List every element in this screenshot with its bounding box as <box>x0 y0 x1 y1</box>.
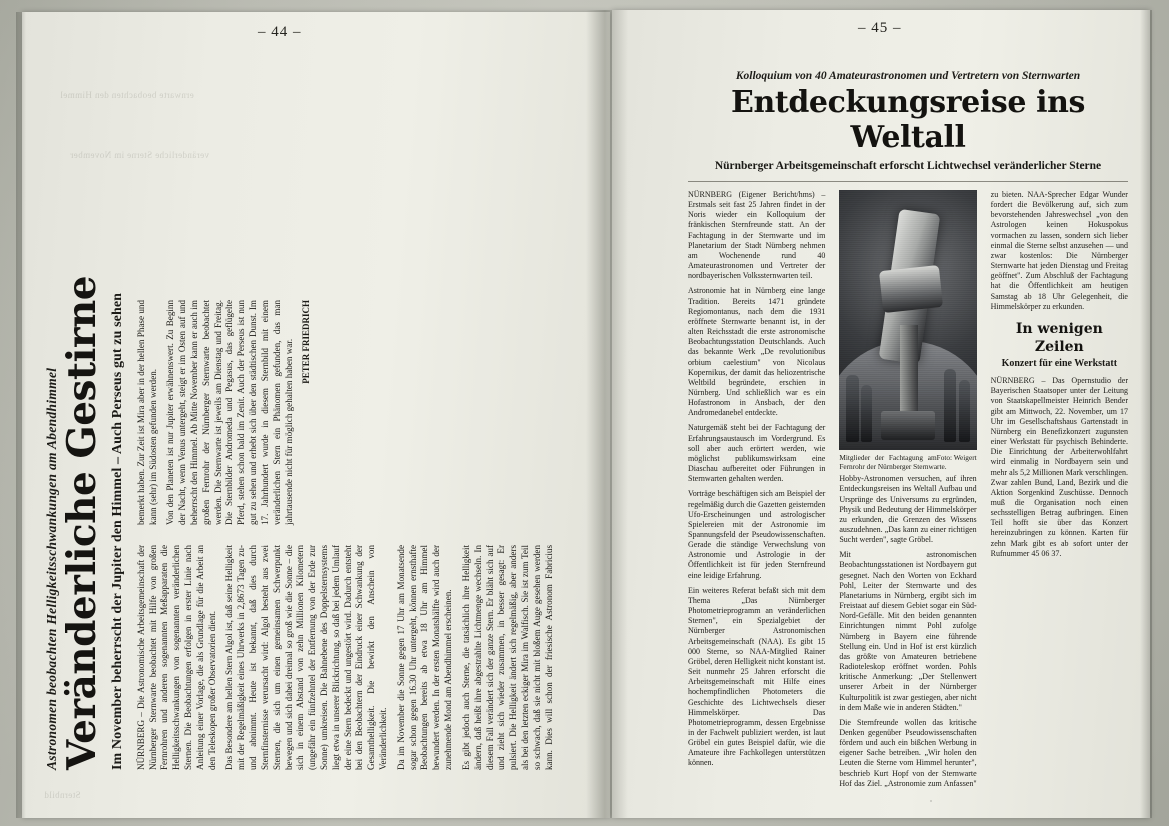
section-heading: In wenigen Zeilen <box>1015 320 1103 355</box>
scan-speck <box>930 800 932 802</box>
paragraph: NÜRNBERG – Die Astronomische Arbeitsgemeinschaft der Nürnberger Sternwarte beobachtet mit Hilfe von großen Fernrohren und anderen sogenannten Meßapparaten die Helligkeitsschwankungen von sogenannten veränderlichen Sternen. Die Beobachtungen erfolgen in erster Linie nach Anleitung einer Vorlage, die als Grundlage für die Arbeit an den Teleskopen großer Observatorien dient. <box>135 545 217 770</box>
photo-caption-text: Mitglieder der Fachtagung am Fernrohr der Nürnberger Sternwarte. <box>839 453 947 472</box>
left-article-headline: Veränderliche Gestirne <box>59 275 105 770</box>
right-article <box>688 70 1128 790</box>
paragraph: NÜRNBERG – Das Opernstudio der Bayerischen Staatsoper unter der Leitung von Staatskapellmeister Heinrich Bender gibt am Mittwoch, 22. November, um 17 Uhr im Gesellschaftshaus Gartenstadt in Nürnberg ein Benefizkonzert zugunsten einer Werkstatt für psychisch Behinderte. Die Einrichtung der Arbeiterwohlfahrt wird einmalig in Nordbayern sein und mehr als 5,2 Millionen Mark verschlingen. Zwar zahlen Bund, Land, Bezirk und die Aktion Sorgenkind Zuschüsse. Dennoch muß die Organisation noch einen sechsstelligen Betrag aufbringen. Einen Teil hofft sie über das Konzert hereinzubringen zu können. Karten für zehn Mark gibt es ab sofort unter der Rufnummer 45 06 37. <box>990 376 1128 558</box>
paragraph: Das Besondere am hellen Stern Algol ist, daß seine Helligkeit mit der Regelmäßigkeit eines Uhrwerks in 2,8673 Tagen zu- und abnimmt. Heute ist bekannt, daß dies durch Sternfinsternisse verursacht wird: Algol besteht aus zwei Sternen, die sich um einen gemeinsamen Schwerpunkt bewegen und sich dabei dreimal so groß wie die Sonne – die sich in einem Abstand von zehn Millionen Kilometern (ungefähr ein fünfzehntel der Entfernung von der Erde zur Sonne) umkreisen. Die Bahnebene des Doppelsternsystems liegt etwa in unserer Blickrichtung, so daß bei jedem Umlauf der eine Stern bedeckt und ungestört wird. Dadurch entsteht bei den Beobachtern der Eindruck einer Schwankung der Gesamthelligkeit. Die bewirkt den Anschein von Veränderlichkeit. <box>224 545 389 770</box>
left-article-kicker: Astronomen beobachten Helligkeitsschwankungen am Abendhimmel <box>44 367 59 770</box>
telescope-photo <box>839 190 976 450</box>
page-number-right: – 45 – <box>858 20 902 36</box>
paragraph: Mit astronomischen Beobachtungsstationen ist Nordbayern gut gesegnet. Nach den Worten von Eckhard Pohl, Leiter der Sternwarte und des Planetariums in Nürnberg, ergibt sich im Freistaat auf diesem Gebiet sogar ein Süd-Nord-Gefälle. Mit den beiden genannten Einrichtungen nimmt Pohl zufolge Nürnberg in Bayern eine führende Stellung ein. Und in Hof ist erst kürzlich das größte von Amateuren betriebene Radioteleskop eröffnet worden. Pohls kritische Anmerkung: „Der Stellenwert unserer Arbeit in der Nürnberger Kulturpolitik ist zwar gestiegen, aber nicht in dem Maße wie in anderen Städten." <box>839 550 977 712</box>
left-article-subhead: Im November beherrscht der Jupiter den Himmel – Auch Perseus gut zu sehen <box>109 292 125 770</box>
right-article-kicker: Kolloquium von 40 Amateurastronomen und Vertretern von Sternwarten <box>735 70 1081 82</box>
left-article-byline: PETER FRIEDRICH <box>301 300 312 384</box>
photo-caption <box>839 453 976 471</box>
section-subheading: Konzert für eine Werkstatt <box>1001 358 1118 370</box>
paragraph: Da im November die Sonne gegen 17 Uhr am Monatsende sogar schon gegen 16.30 Uhr untergeht, können ernsthafte Beobachtungen bereits ab etwa 18 Uhr am Himmel bewundert werden. In der ersten Monatshälfte wird auch der zunehmende Mond am Abendhimmel erscheinen. <box>395 545 454 770</box>
left-article <box>44 55 564 770</box>
paragraph: Die Sternfreunde wollen das kritische Denken gegenüber Pseudowissenschaften fördern und auch ein bißchen Werbung in eigener Sache betreiben. „Wir holen den Leuten die Sterne vom Himmel herunter", beschrieb Kurt Hopf von der Sternwarte Hof das Ziel. „Astronomie zum Anfassen" zu bieten. NAA-Sprecher Edgar Wunder fordert die Bevölkerung auf, sich zum bevorstehenden Jahreswechsel „von den Astrologen keinen Hokuspokus vormachen zu lassen, sondern sich lieber einmal die Sterne selbst anzusehen — und zwar kostenlos: Die Nürnberger Sternwarte hat jeden Dienstag und Freitag geöffnet". Zum Abschluß der Fachtagung hat die Öffentlichkeit am heutigen Samstag ab 18 Uhr Gelegenheit, die Himmelskörper zu erkunden. <box>839 190 1128 788</box>
paragraph: Es gibt jedoch auch Sterne, die tatsächlich ihre Helligkeit ändern, daß heißt ihre abgestrahlte Lichtmenge wechseln. In diesem Fall verändert sich der ganze Stern. Er bläht sich auf und zieht sich wieder zusammen, in besser gesagt: Er pulsiert. Die Helligkeit ändert sich regelmäßig, aber anders als bei den letzten eckiger Mira im Walfisch. Sie ist zum Teil so schwach, daß sie nicht mit bloßem Auge gesehen werden kann. Dies will schon der friesische Astronom Fabricius bemerkt haben. Zur Zeit ist Mira aber in der hellen Phase und kann (sehr) im Südosten gefunden werden. <box>135 300 554 770</box>
right-article-subhead: Nürnberger Arbeitsgemeinschaft erforscht Lichtwechsel veränderlicher Sterne <box>714 160 1102 172</box>
right-article-headline: Entdeckungsreise ins Weltall <box>731 85 1085 155</box>
photo-grain-overlay <box>839 190 976 450</box>
left-article-body <box>136 55 566 770</box>
right-page-edge-shadow <box>1140 10 1152 818</box>
paragraph: Vorträge beschäftigen sich am Beispiel der regelmäßig durch die Gazetten geisternden Ufo-Erscheinungen und astrologischer Spielereien mit der Astronomie im Spannungsfeld der Pseudowissenschaften. Gerade die ständige Verwechslung von Astronomie und Astrologie in der Öffentlichkeit ist für jeden Sternfreund eine leidige Erfahrung. <box>688 489 826 580</box>
right-article-body <box>688 190 1128 790</box>
paragraph: Ein weiteres Referat befaßt sich mit dem Thema „Das Nürnberger Photometrieprogramm an veränderlichen Sternen", ein Spezialgebiet der Nürnberger Astronomischen Arbeitsgemeinschaft (NAA). Es gibt 15 000 Sterne, so NAA-Mitglied Rainer Gröbel, deren Helligkeit nicht konstant ist. Seit nunmehr 25 Jahren erforscht die Arbeitsgemeinschaft mit Hilfe eines hochempfindlichen Photometers die Geschichte des Lichtwechsels dieser Himmelskörper. Das Photometrieprogramm, dessen Ergebnisse in der Fachwelt publiziert werden, ist laut Gröbel ein gutes Beispiel dafür, wie die Amateure ihre Fachkollegen unterstützen können. <box>688 585 826 768</box>
paragraph: Von den Planeten ist nur Jupiter erwähnenswert. Zu Beginn der Nacht, wenn Venus untergeht, steigt er im Osten auf und beherrscht den Himmel. Ab Mitte November kann er auch im großen Fernrohr der Nürnberger Sternwarte beobachtet werden. Die Sternwarte ist jeweils am Dienstag und Freitag. Die Sternbilder Andromeda und Pegasus, das geflügelte Pferd, stehen schon bald im Zenit. Auch der Perseus ist nun gut zu sehen und erhebt sich über den städtischen Dunst. Im 17. Jahrhundert wurde in diesem Sternbild mit einem veränderlichen Stern ein Phänomen gefunden, das man jahrtausende nicht für möglich gehalten haben war. <box>165 300 294 525</box>
horizontal-rule <box>688 181 1128 182</box>
article-photo-figure <box>839 190 976 471</box>
paragraph: NÜRNBERG (Eigener Bericht/hms) – Erstmals seit fast 25 Jahren findet in der Noris wieder ein Kolloquium der fränkischen Sternfreunde statt. An der Fachtagung in der Sternwarte und im Planetarium der Stadt Nürnberg nehmen am Wochenende rund 40 Amateurastronomen und Vertreter der nordbayerischen Volkssternwarten teil. <box>688 190 826 281</box>
left-page-edge-shadow <box>16 12 26 818</box>
paragraph: Naturgemäß steht bei der Fachtagung der Erfahrungsaustausch im Vordergrund. Es soll aber auch erörtert werden, wie möglichst publikumswirksam eine Diaschau aufbereitet oder Führungen in Sternwarten gehalten werden. <box>688 423 826 484</box>
photo-credit: Foto: Weigert <box>936 453 977 462</box>
paragraph: Hobby-Astronomen versuchen, auf ihren Entdeckungsreisen ins Weltall Aufbau und Ursprünge des Universums zu ergründen, Physik und Bedeutung der Himmelskörper zu erkunden, die Grenzen des Wissens auszudehnen. „Das kann zu einer richtigen Sucht werden", sagte Gröbel. <box>839 474 977 545</box>
paragraph: Astronomie hat in Nürnberg eine lange Tradition. Bereits 1471 gründete Regiomontanus, nach dem die 1931 eröffnete Sternwarte benannt ist, in der alten Reichsstadt die erste astronomische Beobachtungsstation Deutschlands. Auch das bekannte Werk „De revolutionibus orbium caelestium" von Nicolaus Kopernikus, der damit das heliozentrische Weltbild begründete, erschien in Nürnberg. Und schließlich war es ein Hofastronom in Ansbach, der den Andromedanebel entdeckte. <box>688 286 826 418</box>
book-spine-shadow <box>586 10 628 818</box>
page-number-left: – 44 – <box>258 24 302 40</box>
